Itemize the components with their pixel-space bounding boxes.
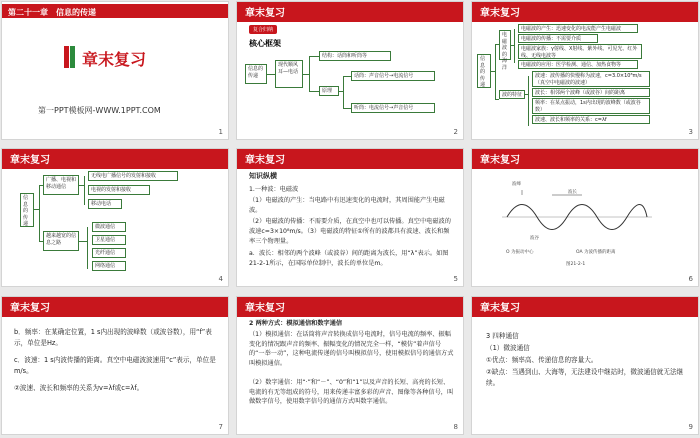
slide-thumbnail-3[interactable] (471, 1, 699, 140)
header-title: 章末复习 (10, 155, 50, 166)
diagram-branch-principle: 原理 (319, 86, 339, 96)
slide-title: 章末复习 (82, 50, 147, 69)
diagram-item: 电磁波的应用：医学检测、通信、加热食物等 (518, 60, 638, 69)
caption-left: O 为振动中心 (506, 250, 534, 255)
text-line: 1.一种波：电磁波 (249, 186, 299, 193)
diagram-item: 电磁波家族：γ射线、X射线、紫外线、可见光、红外线、无线电波等 (518, 44, 642, 59)
connector (343, 76, 344, 108)
connector (87, 227, 88, 269)
diagram-item: 无线电广播信号的发射和接收 (88, 171, 178, 181)
diagram-leaf-earpiece: 听筒：电流信号→声音信号 (351, 103, 435, 113)
page-number: 9 (688, 423, 693, 431)
text-line: 3 四种通信 (486, 332, 519, 340)
slide-header (2, 149, 228, 169)
diagram-root: 信息的传递 (245, 64, 267, 84)
section-title: 核心框架 (249, 39, 281, 48)
text-line: b．频率：在某确定位置，1 s内出现的波峰数（或波谷数），用“f”表示，单位是Hz。 (14, 328, 212, 347)
header-title: 章末复习 (10, 303, 50, 314)
header-title: 章末复习 (245, 303, 285, 314)
connector (309, 56, 310, 91)
diagram-item: 电磁波的传播：不需要介质 (518, 34, 598, 43)
text-line: 2 两种方式：模拟通信和数字通信 (249, 320, 343, 327)
connector (495, 99, 499, 100)
diagram-group-wave: 波的特征 (499, 90, 525, 99)
slide-header (472, 2, 698, 22)
diagram-item: 网络通信 (92, 261, 126, 271)
diagram-wave-item: 波速、波长和频率的关系：c=λf (532, 115, 650, 124)
label-trough: 波谷 (530, 236, 539, 241)
text-line: （2）电磁波的传播：不需要介质，在真空中也可以传播。真空中电磁波的波速c=3×10⁸m/s。（3）电磁波的特征①所有的波都具有波速、波长和频率三个物理量。 (249, 218, 451, 245)
text-line: ②缺点：当遇到山、大海等，无法建设中继站时，微波通信就无法继续。 (486, 368, 684, 387)
label-wave-crest: 波峰 (512, 182, 521, 187)
label-wavelength: 波长 (568, 190, 577, 195)
connector (495, 44, 496, 99)
slide-header (2, 297, 228, 317)
section-heading: 知识纵横 (249, 172, 277, 180)
slide-thumbnail-2[interactable] (236, 1, 464, 140)
connector (309, 56, 319, 57)
header-title: 章末复习 (245, 8, 285, 19)
text-line: c．波速：1 s内波传播的距离。真空中电磁波波速用“c”表示，单位是m/s。 (14, 356, 216, 375)
figure-caption: 图21-2-1 (566, 262, 586, 267)
diagram-item: 光纤通信 (92, 248, 126, 258)
diagram-leaf-microphone: 话筒：声音信号→电流信号 (351, 71, 435, 81)
slide-thumbnail-9[interactable] (471, 296, 699, 435)
diagram-level1: 现代顺风耳—电话 (275, 60, 303, 88)
text-line: a．波长：相邻的两个波峰（或波谷）间的距离为波长，用“λ”表示。如图21-2-1所示，在国际单位制中，波长的单位是m。 (249, 250, 449, 267)
chapter-label: 第二十一章 信息的传递 (8, 8, 96, 17)
diagram-item: 移动电话 (88, 199, 122, 209)
header-title: 章末复习 (480, 303, 520, 314)
page-number: 1 (218, 128, 223, 136)
page-number: 6 (688, 275, 693, 283)
text-line: （2）数字通信：用“·”和“－”、“0”和“1”以及声音的长短、高亮的长短、电流的有无等组成的符号，用来传递丰富多彩的声音、图像等各种信号，叫做数字信号，使用数字信号的通信方式叫数字通信。 (249, 379, 454, 405)
diagram-item: 电视的发射和接收 (88, 185, 150, 195)
page-number: 2 (453, 128, 458, 136)
diagram-group-broadcast: 广播、电视和移动通信 (43, 175, 79, 195)
header-title: 章末复习 (480, 155, 520, 166)
text-line: （1）微波通信 (486, 344, 530, 352)
connector (267, 74, 275, 75)
slide-thumbnail-4[interactable] (1, 148, 229, 287)
diagram-wave-item: 频率：在某点振动，1s内出现的波峰数（或波谷数） (532, 98, 650, 114)
slide-header (237, 2, 463, 22)
header-title: 章末复习 (245, 155, 285, 166)
caption-right: OA 为波传播的距离 (576, 250, 616, 255)
slide-header (237, 149, 463, 169)
slide-subtitle: 第一PPT模板网-WWW.1PPT.COM (38, 106, 161, 115)
header-title: 章末复习 (480, 8, 520, 19)
diagram-root: 信息的传递 (20, 193, 34, 227)
connector (343, 76, 351, 77)
connector (343, 108, 351, 109)
connector (528, 76, 529, 126)
diagram-item: 电磁波的产生：迅速变化的电流能产生电磁波 (518, 24, 638, 33)
page-number: 8 (453, 423, 458, 431)
connector (39, 185, 40, 241)
slide-thumbnail-1[interactable] (1, 1, 229, 140)
text-line: （1）模拟通信：在话筒将声音转换成信号电流时，信号电流的频率、振幅变化的情况跟声音的频率、振幅变化的情况完全一样，“模仿”着声信号的“一举一动”，这种电流传递的信号叫模拟信号，使用模拟信号的通信方式叫模拟通信。 (249, 331, 454, 367)
diagram-wave-item: 波长：相邻两个波峰（或波谷）间的距离 (532, 88, 650, 97)
slide-header (472, 149, 698, 169)
diagram-item: 微波通信 (92, 222, 126, 232)
text-line: ①优点：频率高、传递信息的容量大。 (486, 356, 598, 364)
diagram-wave-item: 波速：波传播的快慢称为波速，c=3.0×10⁸m/s（真空中电磁波的波速） (532, 71, 650, 87)
chapter-bar (2, 4, 228, 18)
diagram-group-info-road: 越来越宽的信息之路 (43, 231, 79, 251)
slide-header (472, 297, 698, 317)
slide-thumbnail-5[interactable] (236, 148, 464, 287)
text-line: ②波速、波长和频率的关系为v=λf或c=λf。 (14, 384, 144, 392)
page-number: 3 (688, 128, 693, 136)
connector (79, 241, 87, 242)
book-logo-icon (64, 46, 76, 68)
diagram-group-ocean: 电磁波的海洋 (499, 30, 511, 60)
connector (309, 91, 319, 92)
slide-thumbnail-6[interactable] (471, 148, 699, 287)
page-number: 7 (218, 423, 223, 431)
slide-thumbnail-7[interactable] (1, 296, 229, 435)
slide-header (237, 297, 463, 317)
connector (84, 176, 85, 205)
diagram-item: 卫星通信 (92, 235, 126, 245)
diagram-root: 信息的传递 (477, 54, 491, 88)
diagram-branch-structure: 结构：话筒和听筒等 (319, 51, 391, 61)
connector (514, 29, 515, 63)
slide-thumbnail-8[interactable] (236, 296, 464, 435)
text-line: （1）电磁波的产生：当电路中有迅速变化的电流时，其周围能产生电磁波。 (249, 197, 445, 214)
sine-wave-icon (502, 187, 652, 247)
wave-diagram (502, 187, 652, 247)
section-badge: 复合归纳 (249, 25, 277, 34)
page-number: 4 (218, 275, 223, 283)
page-number: 5 (453, 275, 458, 283)
